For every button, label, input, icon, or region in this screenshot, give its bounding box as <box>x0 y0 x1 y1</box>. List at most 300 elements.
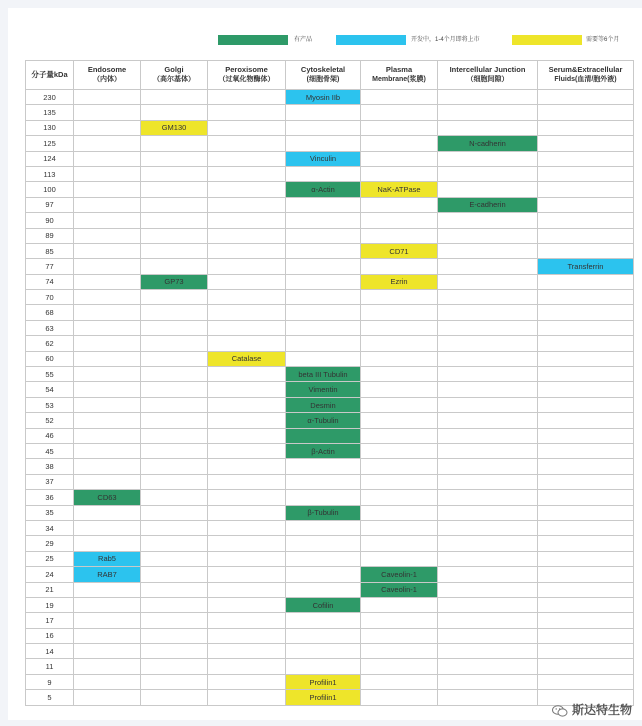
empty-cell <box>208 428 286 443</box>
legend-swatch-available <box>218 35 288 45</box>
table-row <box>26 367 634 382</box>
empty-cell <box>538 243 634 258</box>
empty-cell <box>74 505 141 520</box>
empty-cell <box>141 505 208 520</box>
column-header <box>438 61 538 90</box>
empty-cell <box>438 213 538 228</box>
empty-cell <box>361 336 438 351</box>
empty-cell <box>208 367 286 382</box>
empty-cell <box>74 520 141 535</box>
empty-cell <box>208 305 286 320</box>
marker-cell: β-Tubulin <box>286 505 361 520</box>
empty-cell <box>286 105 361 120</box>
empty-cell <box>208 182 286 197</box>
empty-cell <box>361 443 438 458</box>
empty-cell <box>286 659 361 674</box>
empty-cell <box>208 459 286 474</box>
table-body <box>26 90 634 706</box>
legend-label-developing: 开发中，1-4个月即将上市 <box>411 37 480 43</box>
empty-cell <box>538 213 634 228</box>
empty-cell <box>74 474 141 489</box>
empty-cell <box>141 551 208 566</box>
empty-cell <box>74 597 141 612</box>
table-row <box>26 259 634 274</box>
empty-cell <box>141 413 208 428</box>
empty-cell <box>538 567 634 582</box>
empty-cell <box>208 582 286 597</box>
empty-cell <box>208 259 286 274</box>
empty-cell <box>208 674 286 689</box>
kda-cell: 46 <box>26 428 74 443</box>
empty-cell <box>438 443 538 458</box>
empty-cell <box>538 459 634 474</box>
table-row <box>26 490 634 505</box>
kda-cell: 85 <box>26 243 74 258</box>
kda-cell: 230 <box>26 90 74 105</box>
empty-cell <box>208 474 286 489</box>
empty-cell <box>438 505 538 520</box>
empty-cell <box>538 551 634 566</box>
empty-cell <box>438 628 538 643</box>
column-header-title: Intercellular Junction <box>449 65 526 74</box>
empty-cell <box>361 505 438 520</box>
marker-cell: α-Tubulin <box>286 413 361 428</box>
empty-cell <box>141 105 208 120</box>
table-row <box>26 213 634 228</box>
empty-cell <box>141 197 208 212</box>
empty-cell <box>538 382 634 397</box>
protein-marker-table <box>25 60 634 706</box>
marker-cell: GM130 <box>141 120 208 135</box>
empty-cell <box>361 459 438 474</box>
empty-cell <box>74 166 141 181</box>
column-header <box>26 61 74 90</box>
kda-cell: 63 <box>26 320 74 335</box>
empty-cell <box>438 613 538 628</box>
table-row <box>26 413 634 428</box>
empty-cell <box>141 90 208 105</box>
column-header <box>208 61 286 90</box>
kda-cell: 25 <box>26 551 74 566</box>
empty-cell <box>286 567 361 582</box>
column-header-title: 分子量kDa <box>31 70 68 79</box>
marker-cell: Desmin <box>286 397 361 412</box>
kda-cell: 55 <box>26 367 74 382</box>
empty-cell <box>438 336 538 351</box>
empty-cell <box>361 290 438 305</box>
empty-cell <box>538 613 634 628</box>
empty-cell <box>141 136 208 151</box>
empty-cell <box>141 397 208 412</box>
empty-cell <box>141 320 208 335</box>
marker-cell: CD71 <box>361 243 438 258</box>
kda-cell: 14 <box>26 644 74 659</box>
empty-cell <box>141 228 208 243</box>
table-row <box>26 136 634 151</box>
column-header-title: Plasma <box>385 65 413 74</box>
column-header-subtitle: （过氧化物酶体） <box>218 76 275 83</box>
marker-cell: α-Actin <box>286 182 361 197</box>
empty-cell <box>208 397 286 412</box>
empty-cell <box>361 490 438 505</box>
empty-cell <box>74 536 141 551</box>
empty-cell <box>208 136 286 151</box>
empty-cell <box>74 443 141 458</box>
kda-cell: 124 <box>26 151 74 166</box>
empty-cell <box>438 428 538 443</box>
empty-cell <box>361 213 438 228</box>
kda-cell: 21 <box>26 582 74 597</box>
empty-cell <box>74 674 141 689</box>
kda-cell: 38 <box>26 459 74 474</box>
empty-cell <box>361 644 438 659</box>
empty-cell <box>538 166 634 181</box>
empty-cell <box>538 320 634 335</box>
empty-cell <box>361 597 438 612</box>
empty-cell <box>74 382 141 397</box>
empty-cell <box>286 628 361 643</box>
empty-cell <box>361 166 438 181</box>
wechat-icon <box>552 704 568 716</box>
empty-cell <box>141 659 208 674</box>
empty-cell <box>538 520 634 535</box>
kda-cell: 62 <box>26 336 74 351</box>
table-row <box>26 443 634 458</box>
empty-cell <box>208 597 286 612</box>
empty-cell <box>286 166 361 181</box>
empty-cell <box>438 474 538 489</box>
kda-cell: 19 <box>26 597 74 612</box>
empty-cell <box>208 659 286 674</box>
empty-cell <box>538 644 634 659</box>
kda-cell: 29 <box>26 536 74 551</box>
empty-cell <box>438 413 538 428</box>
table-row <box>26 90 634 105</box>
marker-cell: Caveolin-1 <box>361 582 438 597</box>
marker-cell: Caveolin-1 <box>361 567 438 582</box>
empty-cell <box>361 413 438 428</box>
empty-cell <box>538 659 634 674</box>
empty-cell <box>74 351 141 366</box>
empty-cell <box>538 397 634 412</box>
empty-cell <box>286 520 361 535</box>
empty-cell <box>286 459 361 474</box>
empty-cell <box>538 428 634 443</box>
empty-cell <box>361 690 438 705</box>
empty-cell <box>208 336 286 351</box>
empty-cell <box>286 336 361 351</box>
marker-cell: Rab5 <box>74 551 141 566</box>
empty-cell <box>141 536 208 551</box>
empty-cell <box>438 166 538 181</box>
empty-cell <box>141 520 208 535</box>
empty-cell <box>141 474 208 489</box>
empty-cell <box>74 120 141 135</box>
empty-cell <box>538 197 634 212</box>
empty-cell <box>361 551 438 566</box>
empty-cell <box>208 644 286 659</box>
empty-cell <box>438 659 538 674</box>
empty-cell <box>286 290 361 305</box>
empty-cell <box>438 182 538 197</box>
empty-cell <box>141 259 208 274</box>
marker-cell: RAB7 <box>74 567 141 582</box>
marker-cell: Transferrin <box>538 259 634 274</box>
column-header-subtitle: Membrane(浆膜) <box>372 76 426 83</box>
empty-cell <box>361 520 438 535</box>
empty-cell <box>74 336 141 351</box>
empty-cell <box>286 474 361 489</box>
table-row <box>26 613 634 628</box>
empty-cell <box>208 536 286 551</box>
empty-cell <box>538 628 634 643</box>
empty-cell <box>361 259 438 274</box>
empty-cell <box>208 290 286 305</box>
empty-cell <box>438 597 538 612</box>
table-row <box>26 628 634 643</box>
empty-cell <box>141 382 208 397</box>
column-header <box>141 61 208 90</box>
empty-cell <box>286 228 361 243</box>
table-row <box>26 228 634 243</box>
legend-swatch-wait <box>512 35 582 45</box>
kda-cell: 125 <box>26 136 74 151</box>
empty-cell <box>286 243 361 258</box>
table-row <box>26 336 634 351</box>
empty-cell <box>361 536 438 551</box>
empty-cell <box>74 151 141 166</box>
kda-cell: 35 <box>26 505 74 520</box>
empty-cell <box>286 536 361 551</box>
empty-cell <box>438 274 538 289</box>
empty-cell <box>438 151 538 166</box>
kda-cell: 16 <box>26 628 74 643</box>
empty-cell <box>141 305 208 320</box>
empty-cell <box>438 105 538 120</box>
column-header-title: Serum&Extracellular <box>548 65 623 74</box>
empty-cell <box>286 213 361 228</box>
kda-cell: 74 <box>26 274 74 289</box>
empty-cell <box>538 505 634 520</box>
empty-cell <box>208 274 286 289</box>
legend-label-available: 有产品 <box>294 37 313 43</box>
kda-cell: 45 <box>26 443 74 458</box>
empty-cell <box>208 613 286 628</box>
empty-cell <box>361 367 438 382</box>
empty-cell <box>208 567 286 582</box>
empty-cell <box>74 397 141 412</box>
empty-cell <box>208 213 286 228</box>
legend <box>0 35 642 47</box>
empty-cell <box>286 136 361 151</box>
empty-cell <box>74 274 141 289</box>
empty-cell <box>141 243 208 258</box>
table-row <box>26 305 634 320</box>
empty-cell <box>208 166 286 181</box>
empty-cell <box>208 628 286 643</box>
empty-cell <box>74 213 141 228</box>
kda-cell: 70 <box>26 290 74 305</box>
empty-cell <box>538 274 634 289</box>
empty-cell <box>141 151 208 166</box>
empty-cell <box>74 428 141 443</box>
table-header-row <box>26 61 634 90</box>
marker-cell: CD63 <box>74 490 141 505</box>
empty-cell <box>438 551 538 566</box>
empty-cell <box>538 151 634 166</box>
empty-cell <box>438 567 538 582</box>
kda-cell: 100 <box>26 182 74 197</box>
empty-cell <box>74 136 141 151</box>
empty-cell <box>361 474 438 489</box>
empty-cell <box>286 120 361 135</box>
kda-cell: 60 <box>26 351 74 366</box>
table-row <box>26 536 634 551</box>
empty-cell <box>74 613 141 628</box>
column-header-subtitle: （细胞间隙） <box>466 76 509 83</box>
empty-cell <box>438 320 538 335</box>
empty-cell <box>74 228 141 243</box>
empty-cell <box>538 90 634 105</box>
column-header <box>538 61 634 90</box>
empty-cell <box>74 182 141 197</box>
empty-cell <box>208 690 286 705</box>
column-header-title: Cytoskeletal <box>300 65 346 74</box>
kda-cell: 90 <box>26 213 74 228</box>
empty-cell <box>361 136 438 151</box>
empty-cell <box>74 290 141 305</box>
empty-cell <box>286 197 361 212</box>
table-row <box>26 151 634 166</box>
marker-cell: Catalase <box>208 351 286 366</box>
empty-cell <box>208 228 286 243</box>
empty-cell <box>438 490 538 505</box>
empty-cell <box>538 305 634 320</box>
empty-cell <box>538 490 634 505</box>
marker-cell: Myosin IIb <box>286 90 361 105</box>
empty-cell <box>141 166 208 181</box>
kda-cell: 89 <box>26 228 74 243</box>
empty-cell <box>208 520 286 535</box>
empty-cell <box>74 305 141 320</box>
empty-cell <box>361 120 438 135</box>
kda-cell: 37 <box>26 474 74 489</box>
kda-cell: 68 <box>26 305 74 320</box>
legend-label-wait: 需要等6个月 <box>586 37 620 43</box>
empty-cell <box>286 490 361 505</box>
kda-cell: 52 <box>26 413 74 428</box>
empty-cell <box>538 367 634 382</box>
empty-cell <box>141 336 208 351</box>
brand-watermark <box>552 701 632 718</box>
empty-cell <box>286 274 361 289</box>
kda-cell: 17 <box>26 613 74 628</box>
empty-cell <box>361 674 438 689</box>
kda-cell: 53 <box>26 397 74 412</box>
empty-cell <box>538 120 634 135</box>
column-header-title: Peroxisome <box>225 65 268 74</box>
table-row <box>26 320 634 335</box>
empty-cell <box>361 397 438 412</box>
column-header <box>286 61 361 90</box>
empty-cell <box>361 351 438 366</box>
table-row <box>26 597 634 612</box>
kda-cell: 11 <box>26 659 74 674</box>
table-row <box>26 567 634 582</box>
marker-cell: Ezrin <box>361 274 438 289</box>
empty-cell <box>141 290 208 305</box>
table-row <box>26 505 634 520</box>
table-row <box>26 459 634 474</box>
empty-cell <box>438 520 538 535</box>
empty-cell <box>74 197 141 212</box>
marker-cell: Profilin1 <box>286 690 361 705</box>
column-header <box>361 61 438 90</box>
empty-cell <box>538 674 634 689</box>
kda-cell: 9 <box>26 674 74 689</box>
table-row <box>26 197 634 212</box>
empty-cell <box>361 428 438 443</box>
empty-cell <box>208 105 286 120</box>
kda-cell: 77 <box>26 259 74 274</box>
empty-cell <box>208 490 286 505</box>
empty-cell <box>208 382 286 397</box>
empty-cell <box>361 228 438 243</box>
empty-cell <box>538 182 634 197</box>
empty-cell <box>361 613 438 628</box>
table-row <box>26 382 634 397</box>
empty-cell <box>141 428 208 443</box>
empty-cell <box>286 582 361 597</box>
empty-cell <box>361 90 438 105</box>
empty-cell <box>208 243 286 258</box>
marker-cell: E-cadherin <box>438 197 538 212</box>
empty-cell <box>538 536 634 551</box>
empty-cell <box>361 151 438 166</box>
table-row <box>26 120 634 135</box>
empty-cell <box>141 443 208 458</box>
empty-cell <box>74 413 141 428</box>
column-header <box>74 61 141 90</box>
empty-cell <box>438 259 538 274</box>
empty-cell <box>286 259 361 274</box>
empty-cell <box>286 351 361 366</box>
empty-cell <box>438 382 538 397</box>
empty-cell <box>141 613 208 628</box>
empty-cell <box>141 182 208 197</box>
marker-cell: Profilin1 <box>286 674 361 689</box>
empty-cell <box>208 197 286 212</box>
empty-cell <box>438 582 538 597</box>
marker-cell: Cofilin <box>286 597 361 612</box>
empty-cell <box>438 351 538 366</box>
marker-cell <box>286 428 361 443</box>
empty-cell <box>208 90 286 105</box>
empty-cell <box>538 474 634 489</box>
empty-cell <box>538 413 634 428</box>
empty-cell <box>141 490 208 505</box>
table-row <box>26 474 634 489</box>
empty-cell <box>74 320 141 335</box>
empty-cell <box>361 320 438 335</box>
empty-cell <box>74 459 141 474</box>
kda-cell: 34 <box>26 520 74 535</box>
kda-cell: 97 <box>26 197 74 212</box>
empty-cell <box>538 228 634 243</box>
empty-cell <box>538 597 634 612</box>
empty-cell <box>141 351 208 366</box>
empty-cell <box>141 567 208 582</box>
